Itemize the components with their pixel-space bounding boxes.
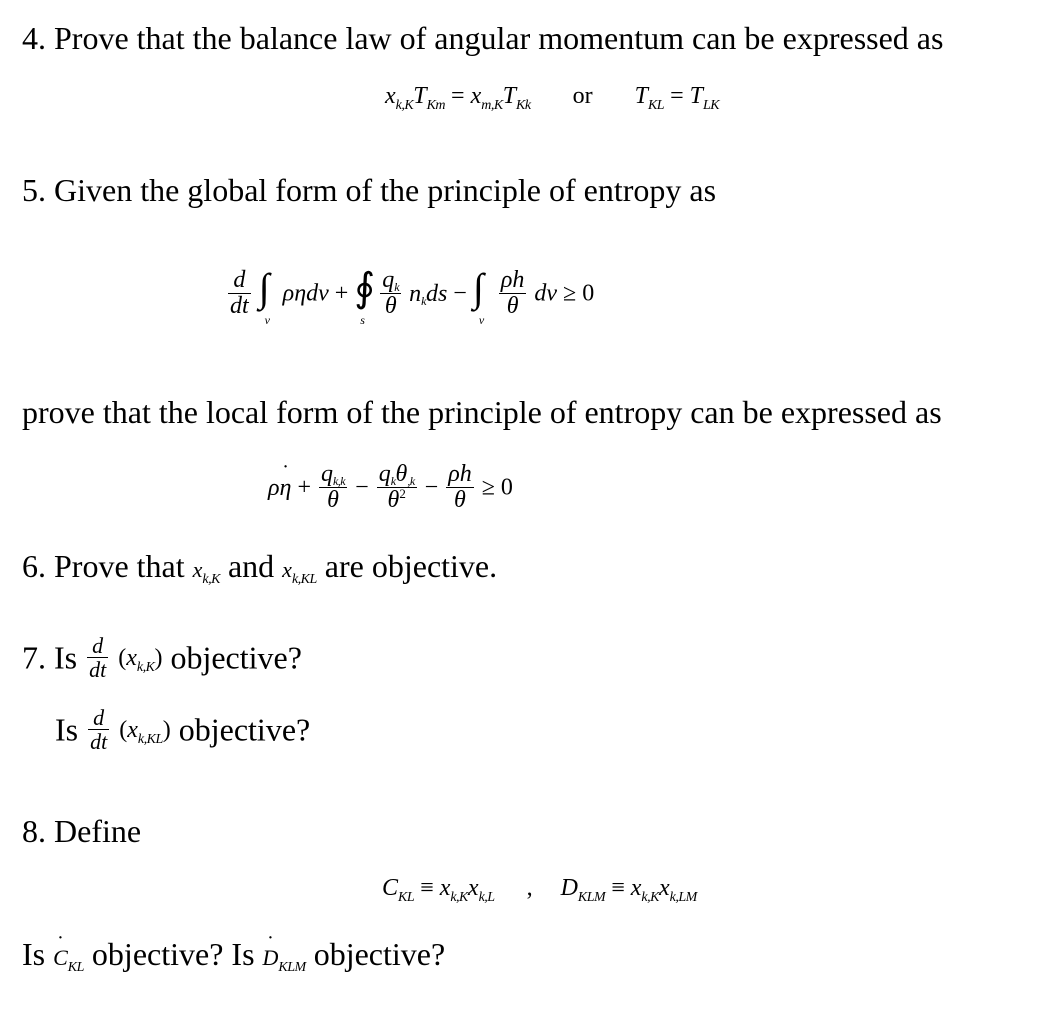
equation-definitions: $C_{KL} \equiv x_{k,K}x_{k,L}$ , $D_{KLM} \equiv x_{k,K}x_{k,LM}$	[382, 875, 697, 905]
or-label: or	[572, 83, 593, 109]
question-4-text: 4. Prove that the balance law of angular momentum can be expressed as	[22, 20, 944, 56]
question-6-lead: 6. Prove that	[22, 548, 185, 584]
question-6-tail: are objective.	[324, 548, 498, 584]
question-7-line-2: Is $\frac{d}{dt}$ $(x_{k,KL})$ objective?	[55, 705, 311, 755]
question-8-text: 8. Define	[22, 813, 142, 849]
equation-angular-momentum: $x_{k,K}T_{Km} = x_{m,K}T_{Kk}$ or $T_{KL} = T_{LK}$	[385, 83, 720, 113]
question-7-lead: 7. Is	[22, 639, 78, 676]
question-6: 6. Prove that xk,K and xk,KL are objective.	[22, 548, 498, 587]
question-5-text-2: prove that the local form of the principle of entropy can be expressed as	[22, 394, 942, 430]
equation-global-entropy: $\frac{d}{dt}$ ∫ v ρηdv + ∮ s $\frac{qk}{\theta}$ nkds − ∫ v $\frac{\rho h}{\theta}$ dv ≥ 0	[230, 264, 595, 327]
question-5-text: 5. Given the global form of the principle of entropy as	[22, 172, 717, 208]
question-8-is: Is	[22, 936, 46, 972]
question-7-line-1: 7. Is $\frac{d}{dt}$ $(x_{k,K})$ objective?	[22, 633, 302, 683]
equation-local-entropy: ρ˙ η + $\frac{qk,k}{\theta}$ − $\frac{\text{qkθ,k}}{\theta^2}$ − $\frac{\rho h}{\theta}$ ≥ 0	[268, 462, 513, 513]
question-8-objective: objective?	[313, 936, 446, 972]
question-7-lead-2: Is	[55, 711, 79, 748]
question-7-tail: objective?	[170, 639, 302, 676]
question-8-tail: Is ˙ CKL objective? Is ˙ DKLM objective?	[22, 938, 445, 970]
question-8-objective-is: objective? Is	[91, 936, 255, 972]
question-6-and: and	[227, 548, 275, 584]
question-7-tail-2: objective?	[178, 711, 311, 748]
